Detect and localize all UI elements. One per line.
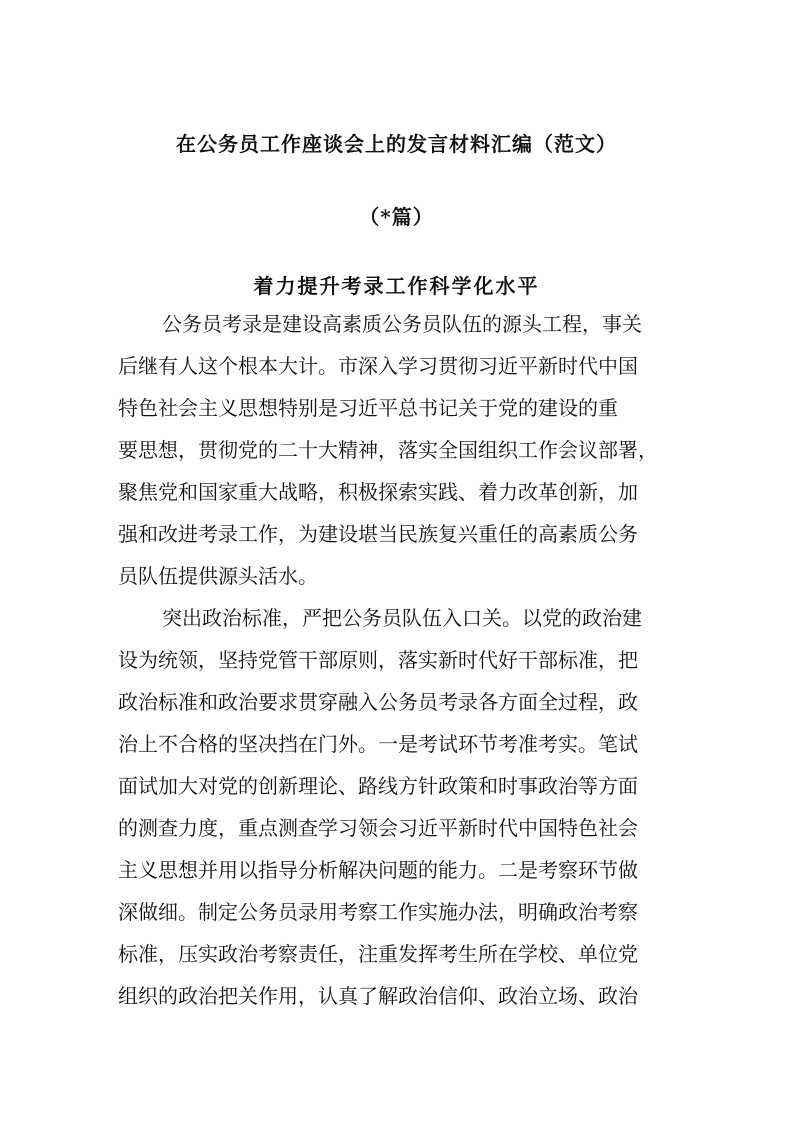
paragraph-line: 面试加大对党的创新理论、路线方针政策和时事政治等方面 <box>118 774 638 798</box>
paragraph-line: 组织的政治把关作用，认真了解政治信仰、政治立场、政治 <box>118 984 638 1008</box>
paragraph-line: 员队伍提供源头活水。 <box>118 564 318 588</box>
paragraph-line: 深做细。制定公务员录用考察工作实施办法，明确政治考察 <box>118 900 638 924</box>
paragraph-line: 主义思想并用以指导分析解决问题的能力。二是考察环节做 <box>118 858 638 882</box>
paragraph-line: 突出政治标准，严把公务员队伍入口关。以党的政治建 <box>162 606 642 630</box>
paragraph-line: 设为统领，坚持党管干部原则，落实新时代好干部标准，把 <box>118 648 638 672</box>
paragraph-line: 的测查力度，重点测查学习领会习近平新时代中国特色社会 <box>118 816 638 840</box>
paragraph-line: 政治标准和政治要求贯穿融入公务员考录各方面全过程，政 <box>118 690 638 714</box>
paragraph-line: 标准，压实政治考察责任，注重发挥考生所在学校、单位党 <box>118 942 638 966</box>
paragraph-line: 治上不合格的坚决挡在门外。一是考试环节考准考实。笔试 <box>118 732 638 756</box>
document-title: 在公务员工作座谈会上的发言材料汇编（范文） <box>176 132 617 156</box>
paragraph-line: 聚焦党和国家重大战略，积极探索实践、着力改革创新，加 <box>118 480 638 504</box>
document-subtitle: （*篇） <box>359 205 434 229</box>
paragraph-line: 特色社会主义思想特别是习近平总书记关于党的建设的重 <box>118 396 618 420</box>
paragraph-line: 后继有人这个根本大计。市深入学习贯彻习近平新时代中国 <box>118 354 638 378</box>
paragraph-1 <box>118 303 678 597</box>
paragraph-2 <box>118 597 678 1017</box>
paragraph-line: 公务员考录是建设高素质公务员队伍的源头工程，事关 <box>162 312 642 336</box>
paragraph-line: 强和改进考录工作，为建设堪当民族复兴重任的高素质公务 <box>118 522 638 546</box>
paragraph-line: 要思想，贯彻党的二十大精神，落实全国组织工作会议部署， <box>118 438 658 462</box>
section-heading: 着力提升考录工作科学化水平 <box>253 274 540 298</box>
